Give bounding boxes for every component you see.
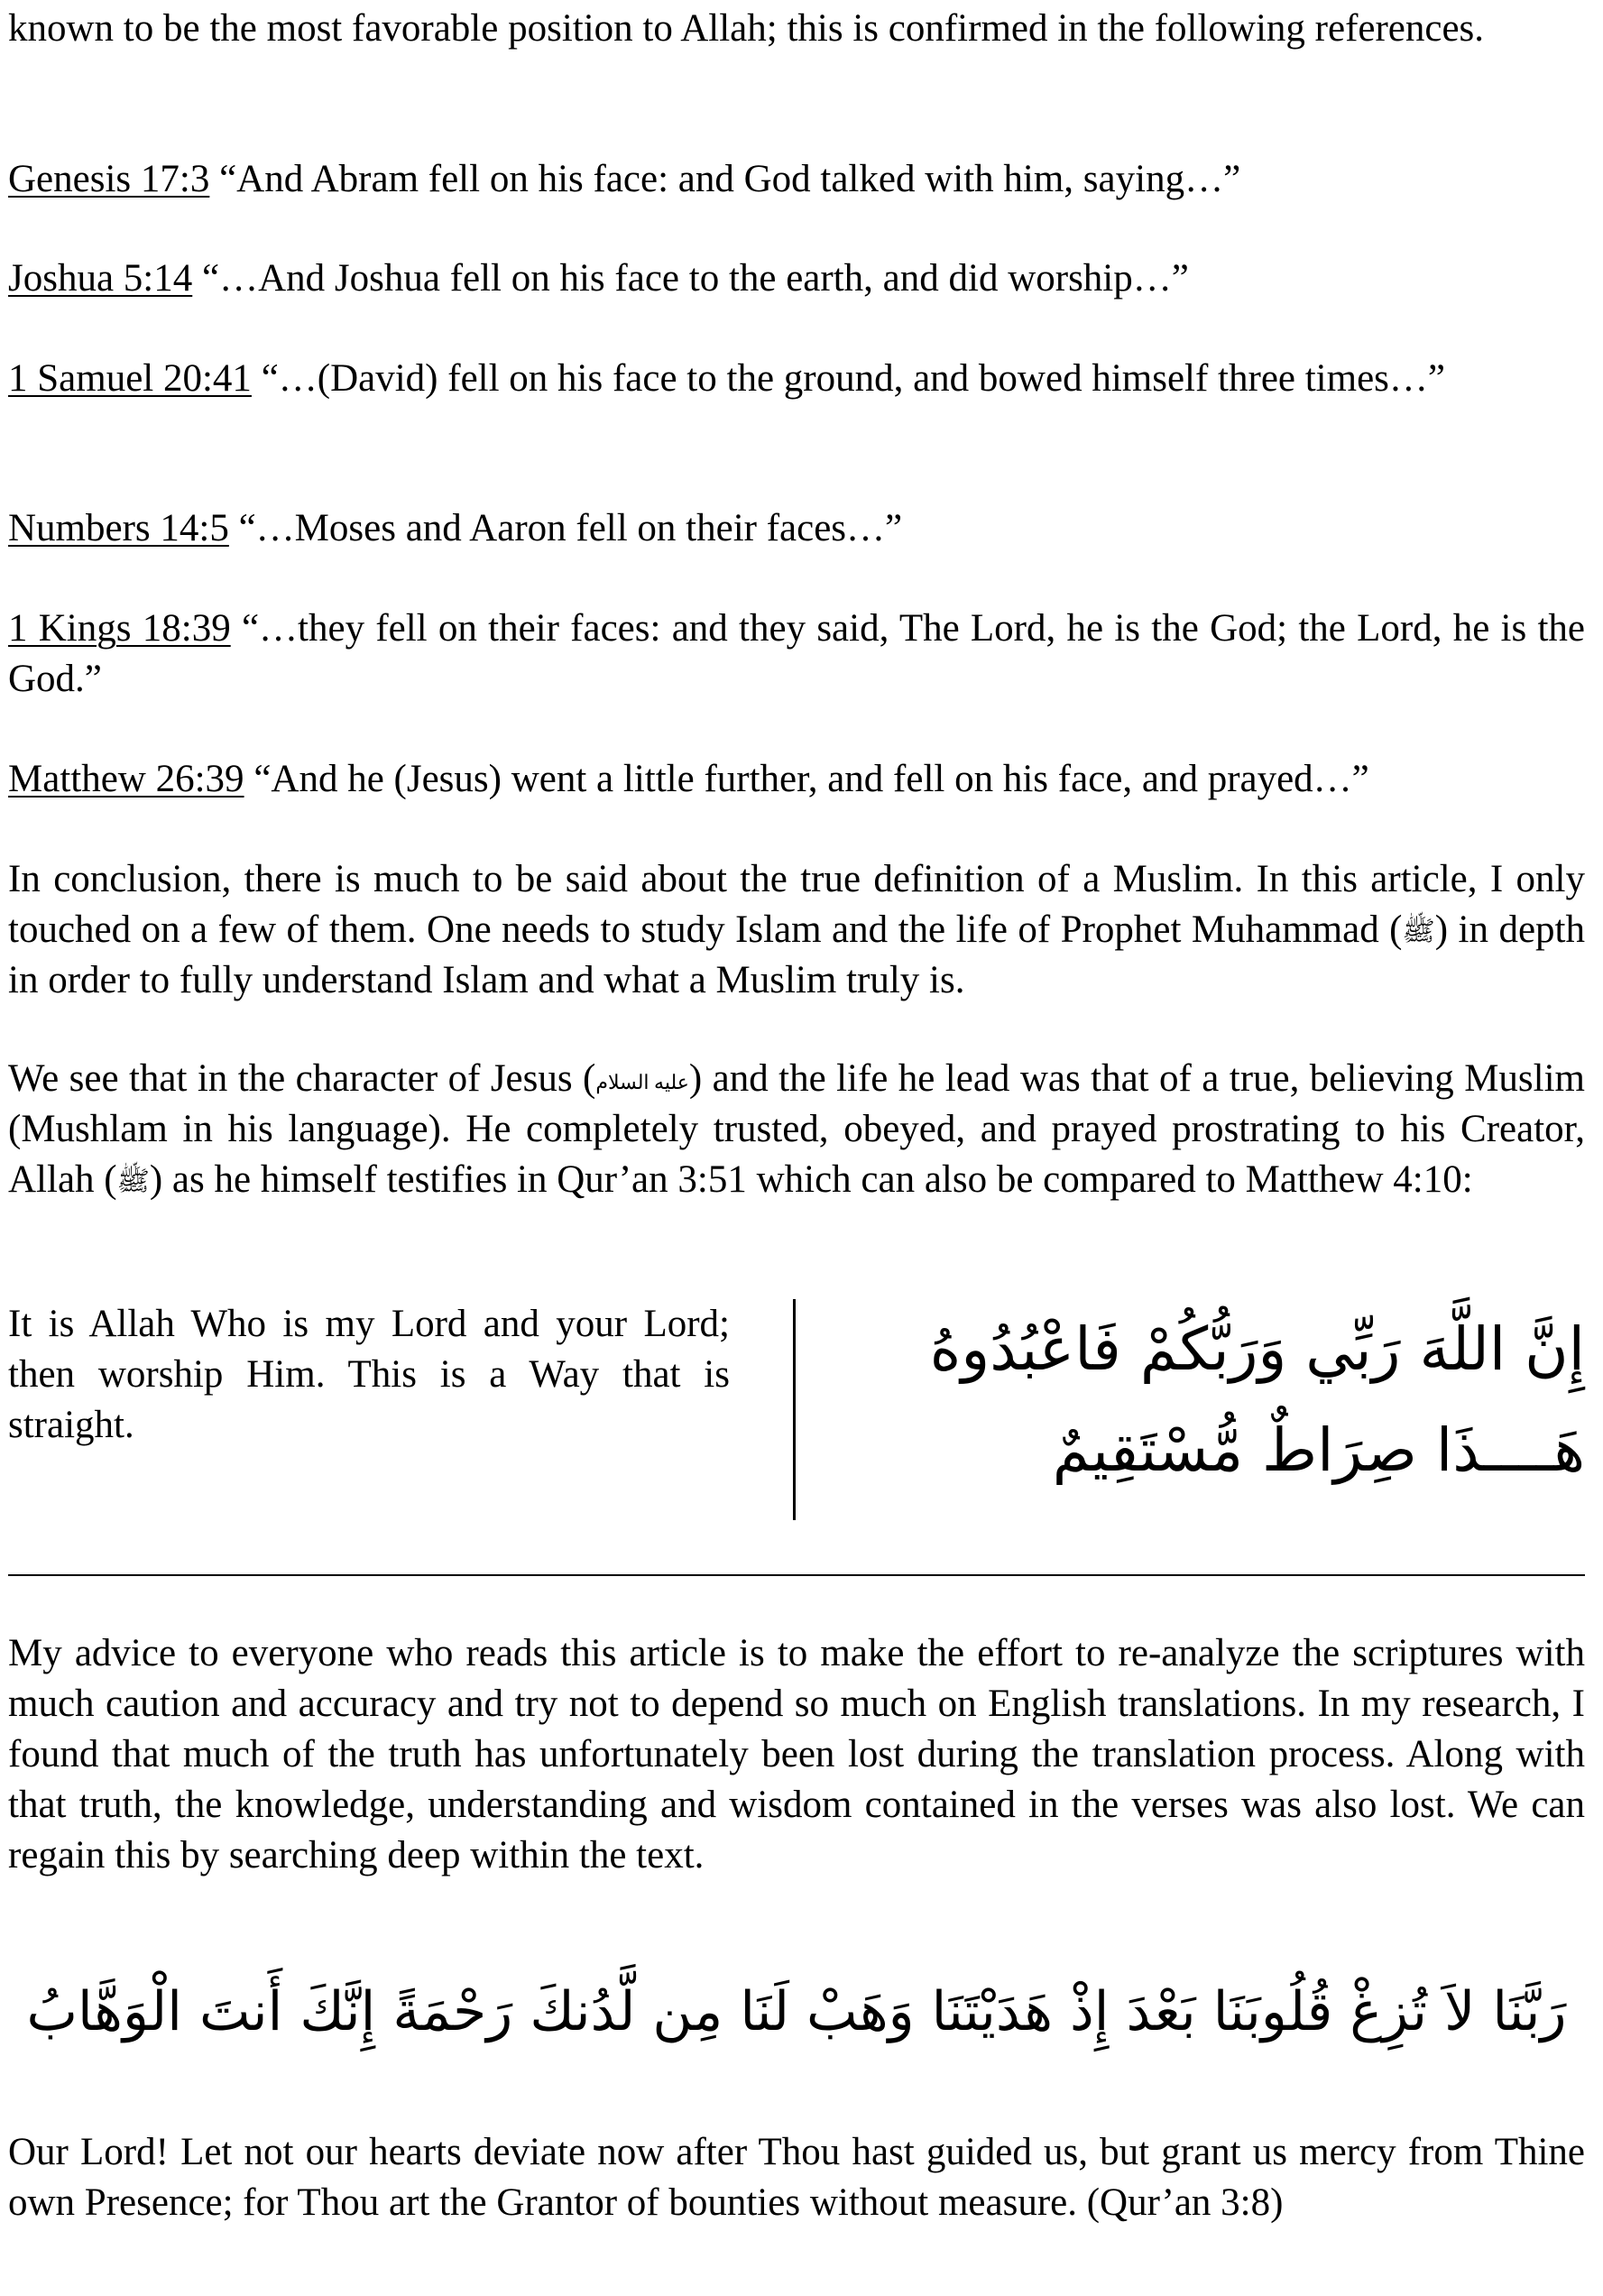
- reference-quote: “And he (Jesus) went a little further, and fell on his face, and prayed…”: [244, 758, 1369, 800]
- reference-link[interactable]: 1 Samuel 20:41: [8, 357, 252, 400]
- jesus-text-1: We see that in the character of Jesus (: [8, 1057, 596, 1100]
- reference-numbers: [8, 503, 1585, 554]
- reference-link[interactable]: Joshua 5:14: [8, 257, 193, 300]
- section-divider: [8, 1574, 1585, 1576]
- reference-samuel: [8, 354, 1585, 404]
- reference-quote: “…they fell on their faces: and they said, The Lord, he is the God; the Lord, he is the God.”: [8, 607, 1586, 700]
- reference-joshua: [8, 254, 1585, 304]
- reference-genesis: [8, 154, 1585, 205]
- verse-3-51-arabic: إِنَّ اللَّهَ رَبِّي وَرَبُّكُمْ فَاعْبُدُوهُ هَــــذَا صِرَاطٌ مُّسْتَقِيمٌ: [929, 1314, 1585, 1485]
- jesus-text-2: ) and the life he lead was that of a true, believing Muslim (Mushlam in his language). He completely trusted, obeyed, and prayed prostrating to his Creator, Allah (: [8, 1057, 1586, 1201]
- reference-kings: [8, 604, 1585, 705]
- reference-quote: “…Moses and Aaron fell on their faces…”: [228, 507, 903, 549]
- reference-quote: “…(David) fell on his face to the ground, and bowed himself three times…”: [251, 357, 1445, 400]
- verse-3-8-arabic: رَبَّنَا لاَ تُزِغْ قُلُوبَنَا بَعْدَ إِذْ هَدَيْتَنَا وَهَبْ لَنَا مِن لَّدُنكَ رَحْمَةً إِنَّكَ أَنتَ الْوَهَّابُ: [26, 1980, 1567, 2043]
- opening-paragraph: known to be the most favorable position to Allah; this is confirmed in the following references.: [8, 7, 1485, 50]
- jesus-paragraph: [8, 1054, 1585, 1205]
- conclusion-text-1: In conclusion, there is much to be said about the true definition of a Muslim. In this article, I only touched on a few of them. One needs to study Islam and the life of Prophet Muhammad (: [8, 858, 1585, 951]
- verse-3-51-block: [8, 1299, 1585, 1534]
- reference-quote: “And Abram fell on his face: and God talked with him, saying…”: [209, 158, 1241, 200]
- jesus-text-3: ) as he himself testifies in Qur’an 3:51 which can also be compared to Matthew 4:10:: [149, 1158, 1473, 1201]
- honorific-glyph: ﷺ: [1402, 917, 1435, 946]
- honorific-glyph: عليه السلام: [595, 1071, 689, 1093]
- conclusion-text-2: ) in depth in order to fully understand Islam and what a Muslim truly is.: [8, 908, 1585, 1001]
- reference-matthew: [8, 754, 1585, 805]
- verse-3-8-english: Our Lord! Let not our hearts deviate now after Thou hast guided us, but grant us mercy from Thine own Presence; for Thou art the Grantor of bounties without measure. (Qur’an 3:8): [8, 2131, 1585, 2224]
- advice-paragraph: My advice to everyone who reads this article is to make the effort to re-analyze the scriptures with much caution and accuracy and try not to depend so much on English translations. In my research, I found that much of the truth has unfortunately been lost during the translation process. Along with that truth, the knowledge, understanding and wisdom contained in the verses was also lost. We can regain this by searching deep within the text.: [8, 1632, 1585, 1876]
- reference-link[interactable]: 1 Kings 18:39: [8, 607, 231, 650]
- reference-link[interactable]: Genesis 17:3: [8, 158, 210, 200]
- honorific-glyph: ﷺ: [116, 1166, 150, 1196]
- reference-link[interactable]: Matthew 26:39: [8, 758, 244, 800]
- conclusion-paragraph: [8, 854, 1585, 1006]
- verse-3-51-english: It is Allah Who is my Lord and your Lord; then worship Him. This is a Way that is straight.: [8, 1303, 730, 1446]
- reference-quote: “…And Joshua fell on his face to the earth, and did worship…”: [192, 257, 1189, 300]
- reference-link[interactable]: Numbers 14:5: [8, 507, 229, 549]
- column-divider: [793, 1299, 796, 1520]
